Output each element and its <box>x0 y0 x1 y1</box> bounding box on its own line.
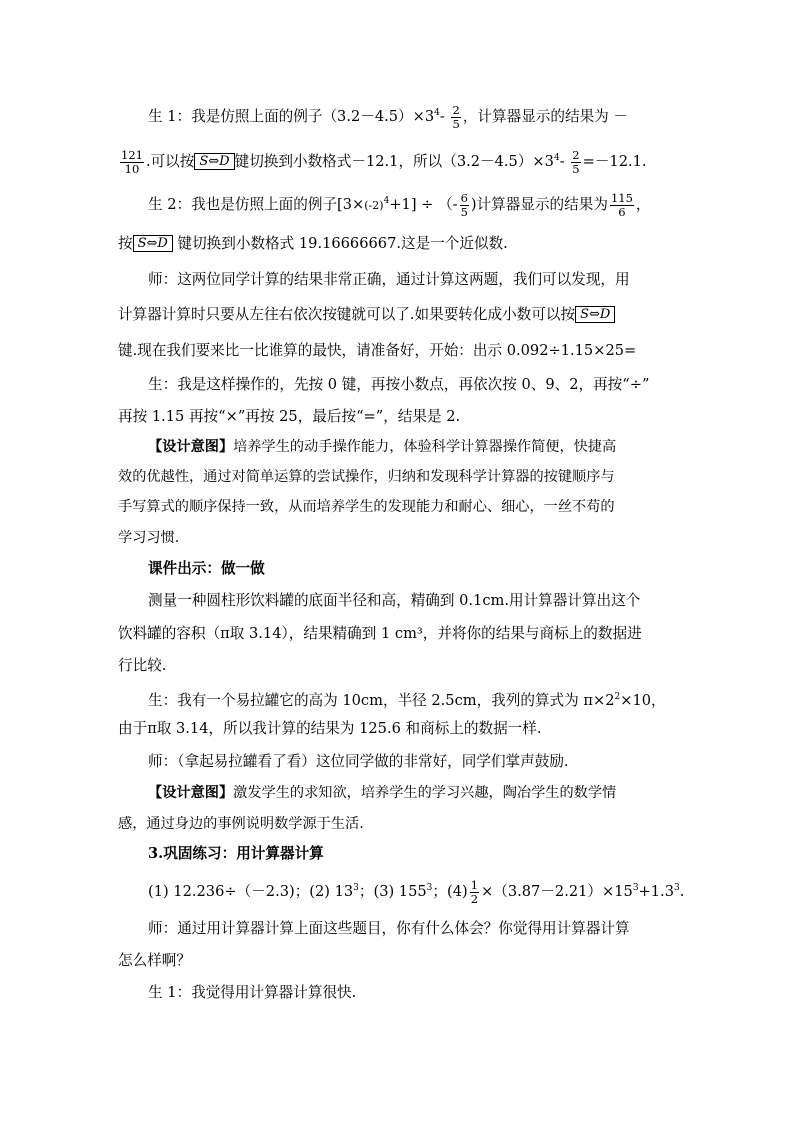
p7-line1: 测量一种圆柱形饮料罐的底面半径和高，精确到 0.1cm.用计算器计算出这个 <box>148 592 641 609</box>
p7-line3: 行比较. <box>118 657 167 674</box>
practice-title: 3.巩固练习：用计算器计算 <box>148 845 324 862</box>
p4-line1: 生：我是这样操作的，先按 0 键，再按小数点，再依次按 0、9、2，再按“÷” <box>148 376 650 393</box>
p5-line1: 【设计意图】培养学生的动手操作能力，体验科学计算器操作简便，快捷高 <box>148 439 617 455</box>
p2-line1: 生 2：我也是仿照上面的例子$[3\times(-2)^4+1]$ ÷ （- $\frac{6}{5}$ )计算器显示的结果为 $\frac{115}{6}$ ， <box>148 190 651 219</box>
p12-line1: (1) 12.236÷（－2.3)；(2) $13^3$；(3) $155^3$；(4) $\frac{1}{2}$ $\times(3.87-2.21)\times 15^3+1.3^3$. <box>148 877 685 906</box>
fraction-121-10: $\frac{121}{10}$ <box>121 147 143 176</box>
design-intent-label: 【设计意图】 <box>148 785 234 801</box>
courseware-title: 课件出示：做一做 <box>148 560 265 577</box>
fraction-1-2: $\frac{1}{2}$ <box>470 877 479 906</box>
fraction-115-6: $\frac{115}{6}$ <box>610 190 633 219</box>
p13-line1: 师：通过用计算器计算上面这些题目，你有什么体会？你觉得用计算器计算 <box>148 920 630 937</box>
p2-line2: 按 S⇔D 键切换到小数格式 19.16666667.这是一个近似数. <box>118 235 508 252</box>
p9-line1: 师：（拿起易拉罐看了看）这位同学做的非常好，同学们掌声鼓励. <box>148 753 569 770</box>
fraction-2-5: $\frac{2}{5}$ <box>572 147 580 176</box>
p8-line1: 生：我有一个易拉罐它的高为 10cm，半径 2.5cm，我列的算式为 $\pi\times 2^2\times 10$， <box>148 692 666 709</box>
p14-line1: 生 1：我觉得用计算器计算很快. <box>148 984 357 1001</box>
s-d-key: S⇔D <box>194 153 234 170</box>
s-d-key: S⇔D <box>575 306 615 323</box>
p13-line2: 怎么样啊？ <box>118 952 191 969</box>
p10-line1: 【设计意图】激发学生的求知欲，培养学生的学习兴趣，陶冶学生的数学情 <box>148 785 617 801</box>
s-d-key: S⇔D <box>133 235 173 252</box>
design-intent-label: 【设计意图】 <box>148 439 234 455</box>
p3-line1: 师：这两位同学计算的结果非常正确，通过计算这两题，我们可以发现，用 <box>148 271 630 288</box>
p3-line3: 键.现在我们要来比一比谁算的最快，请准备好，开始：出示 0.092÷1.15×25= <box>118 342 637 359</box>
p5-line3: 手写算式的顺序保持一致，从而培养学生的发现能力和耐心、细心，一丝不苟的 <box>118 499 615 515</box>
p4-line2: 再按 1.15 再按“×”再按 25，最后按“=”，结果是 2. <box>118 408 461 425</box>
p3-line2: 计算器计算时只要从左往右依次按键就可以了.如果要转化成小数可以按 S⇔D <box>118 305 615 325</box>
fraction-2-5: $\frac{2}{5}$ <box>452 102 460 131</box>
p8-line2: 由于π取 3.14，所以我计算的结果为 125.6 和商标上的数据一样. <box>118 720 542 737</box>
fraction-6-5: $\frac{6}{5}$ <box>460 190 468 219</box>
p5-line4: 学习习惯. <box>118 530 180 546</box>
p7-line2: 饮料罐的容积（π取 3.14），结果精确到 1 cm³，并将你的结果与商标上的数据进 <box>118 625 642 642</box>
p1-line1: 生 1：我是仿照上面的例子$(3.2-4.5)\times 3^4-$ $\frac{2}{5}$ ，计算器显示的结果为 － <box>148 102 628 131</box>
p10-line2: 感，通过身边的事例说明数学源于生活. <box>118 816 364 832</box>
p1-line2: $\frac{121}{10}$ .可以按 S⇔D 键切换到小数格式－12.1，所以$(3.2-4.5)\times 3^4-$ $\frac{2}{5}$ =－12.1. <box>121 147 647 176</box>
p5-line2: 效的优越性，通过对简单运算的尝试操作，归纳和发现科学计算器的按键顺序与 <box>118 469 615 485</box>
